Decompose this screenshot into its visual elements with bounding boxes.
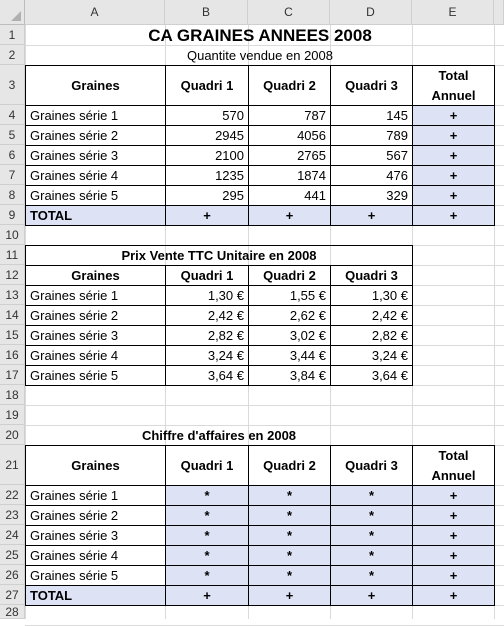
table1-cell-q1[interactable]: 295 [165, 185, 249, 206]
column-header-A[interactable]: A [25, 0, 165, 25]
row-header-7[interactable]: 7 [0, 165, 25, 185]
select-all-triangle-icon [11, 11, 21, 21]
table1-row-label[interactable]: Graines série 1 [25, 105, 166, 126]
table3-cell-q2[interactable]: * [248, 565, 331, 586]
row-header-26[interactable]: 26 [0, 565, 25, 585]
table1-cell-q2[interactable]: 1874 [248, 165, 331, 186]
table3-cell-total[interactable]: + [412, 545, 495, 566]
table2-row-label[interactable]: Graines série 2 [25, 305, 166, 326]
row-header-21[interactable]: 21 [0, 445, 25, 485]
table3-cell-total[interactable]: + [412, 525, 495, 546]
table1-cell-q3[interactable]: 476 [330, 165, 413, 186]
row-header-22[interactable]: 22 [0, 485, 25, 505]
table1-cell-q2[interactable]: 787 [248, 105, 331, 126]
table3-cell-q3[interactable]: * [330, 525, 413, 546]
table3-cell-q1[interactable]: * [165, 565, 249, 586]
table1-cell-q2[interactable]: 4056 [248, 125, 331, 146]
row-header-9[interactable]: 9 [0, 205, 25, 225]
table2-cell-q1[interactable]: 3,24 € [165, 345, 249, 366]
table2-header-quadri-1[interactable]: Quadri 1 [165, 265, 249, 286]
table2-row-label[interactable]: Graines série 4 [25, 345, 166, 366]
table2-cell-q2[interactable]: 3,44 € [248, 345, 331, 366]
table1-total-q1[interactable]: + [165, 205, 249, 226]
row-header-27[interactable]: 27 [0, 585, 25, 605]
row-header-17[interactable]: 17 [0, 365, 25, 385]
table2-cell-q3[interactable]: 3,64 € [330, 365, 413, 386]
column-header-B[interactable]: B [165, 0, 248, 25]
table2-title[interactable]: Prix Vente TTC Unitaire en 2008 [25, 245, 413, 266]
table3-total-q1[interactable]: + [165, 585, 249, 606]
table1-total-q2[interactable]: + [248, 205, 331, 226]
table3-cell-q1[interactable]: * [165, 545, 249, 566]
row-header-13[interactable]: 13 [0, 285, 25, 305]
table2-cell-q3[interactable]: 2,82 € [330, 325, 413, 346]
table3-cell-q1[interactable]: * [165, 505, 249, 526]
table3-cell-q3[interactable]: * [330, 505, 413, 526]
table3-title[interactable]: Chiffre d'affaires en 2008 [141, 428, 297, 443]
table1-header-total-annuel[interactable]: Total Annuel [412, 65, 495, 106]
row-header-2[interactable]: 2 [0, 45, 25, 65]
table1-cell-total[interactable]: + [412, 105, 495, 126]
table2-row-label[interactable]: Graines série 5 [25, 365, 166, 386]
table1-subtitle[interactable]: Quantite vendue en 2008 [186, 48, 333, 63]
table3-row-label[interactable]: Graines série 3 [25, 525, 166, 546]
table2-cell-q2[interactable]: 3,02 € [248, 325, 331, 346]
row-header-10[interactable]: 10 [0, 225, 25, 245]
table3-row-label[interactable]: Graines série 5 [25, 565, 166, 586]
table2-cell-q3[interactable]: 1,30 € [330, 285, 413, 306]
table3-cell-q2[interactable]: * [248, 525, 331, 546]
table3-cell-q1[interactable]: * [165, 525, 249, 546]
table3-header-total-annuel[interactable]: Total Annuel [412, 445, 495, 486]
table3-cell-q2[interactable]: * [248, 545, 331, 566]
table1-cell-q2[interactable]: 441 [248, 185, 331, 206]
table2-header-quadri-2[interactable]: Quadri 2 [248, 265, 331, 286]
row-header-12[interactable]: 12 [0, 265, 25, 285]
table1-header-quadri-3[interactable]: Quadri 3 [330, 65, 413, 106]
table3-cell-q1[interactable]: * [165, 485, 249, 506]
table3-header-quadri-2[interactable]: Quadri 2 [248, 445, 331, 486]
table3-header-quadri-3[interactable]: Quadri 3 [330, 445, 413, 486]
table2-cell-q2[interactable]: 3,84 € [248, 365, 331, 386]
table2-cell-q1[interactable]: 2,82 € [165, 325, 249, 346]
table3-cell-q3[interactable]: * [330, 545, 413, 566]
row-header-3[interactable]: 3 [0, 65, 25, 105]
table3-cell-q3[interactable]: * [330, 565, 413, 586]
table1-cell-total[interactable]: + [412, 165, 495, 186]
table3-total-total[interactable]: + [412, 585, 495, 606]
table1-cell-q1[interactable]: 2100 [165, 145, 249, 166]
row-header-15[interactable]: 15 [0, 325, 25, 345]
table1-row-label[interactable]: Graines série 2 [25, 125, 166, 146]
table1-cell-q3[interactable]: 145 [330, 105, 413, 126]
table1-header-quadri-1[interactable]: Quadri 1 [165, 65, 249, 106]
table1-row-label[interactable]: Graines série 5 [25, 185, 166, 206]
table1-cell-q2[interactable]: 2765 [248, 145, 331, 166]
gridline-horizontal [25, 405, 504, 406]
table3-cell-total[interactable]: + [412, 505, 495, 526]
table1-cell-total[interactable]: + [412, 185, 495, 206]
column-header-C[interactable]: C [248, 0, 330, 25]
table2-header-quadri-3[interactable]: Quadri 3 [330, 265, 413, 286]
table3-cell-q2[interactable]: * [248, 505, 331, 526]
table1-cell-q3[interactable]: 567 [330, 145, 413, 166]
row-header-18[interactable]: 18 [0, 385, 25, 405]
table1-row-label[interactable]: Graines série 3 [25, 145, 166, 166]
sheet-title[interactable]: CA GRAINES ANNEES 2008 [148, 25, 372, 45]
table2-row-label[interactable]: Graines série 1 [25, 285, 166, 306]
table3-cell-total[interactable]: + [412, 485, 495, 506]
row-header-6[interactable]: 6 [0, 145, 25, 165]
select-all-corner[interactable] [0, 0, 25, 25]
table1-cell-total[interactable]: + [412, 125, 495, 146]
table2-row-label[interactable]: Graines série 3 [25, 325, 166, 346]
row-header-16[interactable]: 16 [0, 345, 25, 365]
table1-cell-q1[interactable]: 2945 [165, 125, 249, 146]
row-header-4[interactable]: 4 [0, 105, 25, 125]
row-header-25[interactable]: 25 [0, 545, 25, 565]
table3-total-label[interactable]: TOTAL [25, 585, 166, 606]
table1-cell-q3[interactable]: 789 [330, 125, 413, 146]
table1-header-quadri-2[interactable]: Quadri 2 [248, 65, 331, 106]
table1-cell-q3[interactable]: 329 [330, 185, 413, 206]
table3-header-graines[interactable]: Graines [25, 445, 166, 486]
table2-cell-q1[interactable]: 2,42 € [165, 305, 249, 326]
table2-header-graines[interactable]: Graines [25, 265, 166, 286]
row-header-8[interactable]: 8 [0, 185, 25, 205]
table1-cell-total[interactable]: + [412, 145, 495, 166]
row-header-5[interactable]: 5 [0, 125, 25, 145]
row-header-1[interactable]: 1 [0, 25, 25, 45]
table3-cell-q3[interactable]: * [330, 485, 413, 506]
table1-header-graines[interactable]: Graines [25, 65, 166, 106]
row-header-24[interactable]: 24 [0, 525, 25, 545]
table1-total-label[interactable]: TOTAL [25, 205, 166, 226]
column-header-D[interactable]: D [330, 0, 412, 25]
table2-cell-q1[interactable]: 1,30 € [165, 285, 249, 306]
table1-cell-q1[interactable]: 570 [165, 105, 249, 126]
row-header-19[interactable]: 19 [0, 405, 25, 425]
table1-total-total[interactable]: + [412, 205, 495, 226]
table1-cell-q1[interactable]: 1235 [165, 165, 249, 186]
table1-row-label[interactable]: Graines série 4 [25, 165, 166, 186]
row-header-20[interactable]: 20 [0, 425, 25, 445]
row-header-28[interactable]: 28 [0, 605, 25, 619]
table3-row-label[interactable]: Graines série 1 [25, 485, 166, 506]
column-header-overflow[interactable] [494, 0, 504, 25]
table3-total-q3[interactable]: + [330, 585, 413, 606]
row-header-11[interactable]: 11 [0, 245, 25, 265]
table2-cell-q3[interactable]: 3,24 € [330, 345, 413, 366]
table3-row-label[interactable]: Graines série 4 [25, 545, 166, 566]
table2-cell-q2[interactable]: 2,62 € [248, 305, 331, 326]
table1-total-q3[interactable]: + [330, 205, 413, 226]
table3-total-q2[interactable]: + [248, 585, 331, 606]
table2-cell-q3[interactable]: 2,42 € [330, 305, 413, 326]
table2-cell-q1[interactable]: 3,64 € [165, 365, 249, 386]
table3-header-quadri-1[interactable]: Quadri 1 [165, 445, 249, 486]
row-header-14[interactable]: 14 [0, 305, 25, 325]
table3-cell-total[interactable]: + [412, 565, 495, 586]
row-header-23[interactable]: 23 [0, 505, 25, 525]
table3-cell-q2[interactable]: * [248, 485, 331, 506]
column-header-E[interactable]: E [412, 0, 494, 25]
table3-row-label[interactable]: Graines série 2 [25, 505, 166, 526]
table2-cell-q2[interactable]: 1,55 € [248, 285, 331, 306]
